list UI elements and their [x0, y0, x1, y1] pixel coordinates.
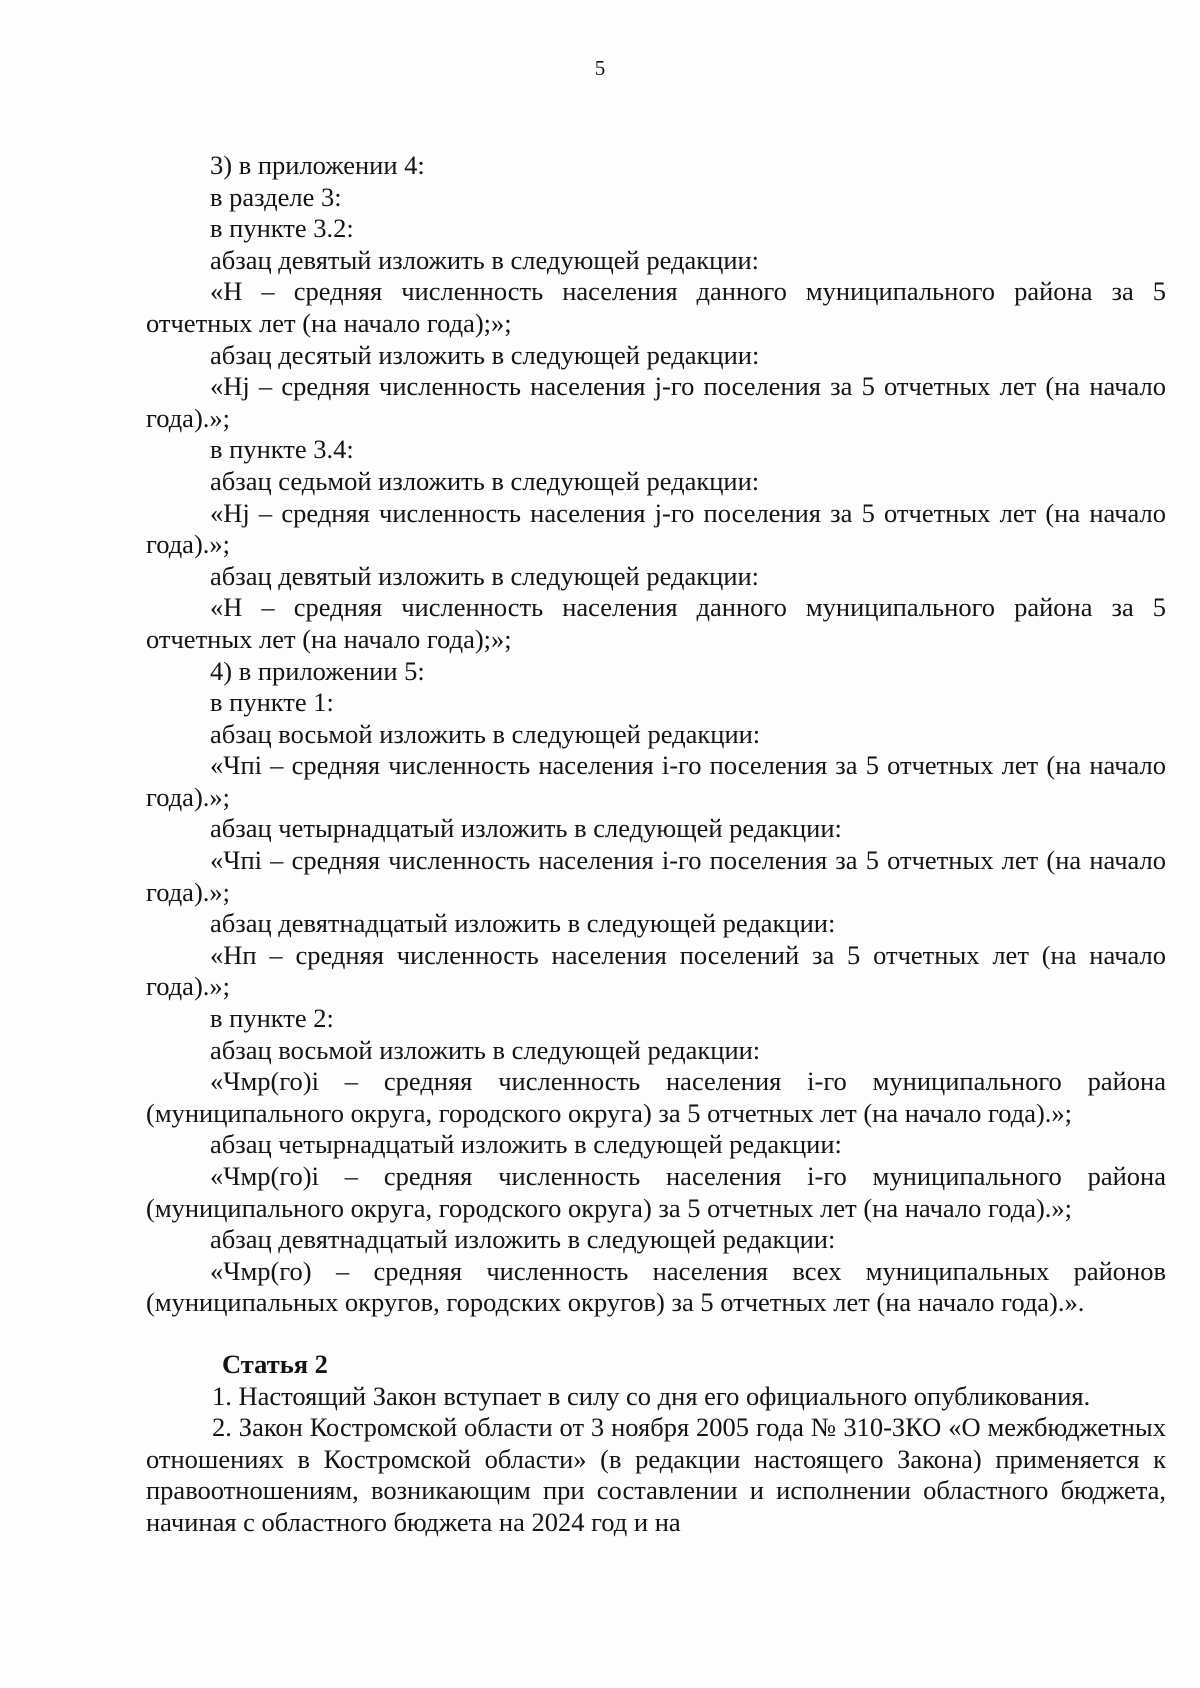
paragraph: «Чмр(го) – средняя численность населения всех муниципальных районов (муниципальных округов, городских округов) за 5 отчетных лет (на начало года).». [146, 1255, 1166, 1318]
paragraph: 3) в приложении 4: [210, 150, 425, 180]
paragraph: 4) в приложении 5: [210, 655, 425, 686]
page-number: 5 [594, 56, 606, 80]
paragraph: абзац десятый изложить в следующей редакции: [210, 339, 760, 370]
paragraph: абзац восьмой изложить в следующей редакции: [210, 1034, 761, 1065]
paragraph: «Нj – средняя численность населения j-го поселения за 5 отчетных лет (на начало года).»; [146, 497, 1166, 560]
paragraph: в пункте 3.2: [210, 213, 354, 244]
paragraph: абзац девятнадцатый изложить в следующей редакции: [210, 1224, 836, 1255]
paragraph: абзац девятый изложить в следующей редакции: [210, 560, 760, 591]
paragraph: абзац девятый изложить в следующей редакции: [210, 244, 760, 275]
paragraph: в пункте 2: [210, 1003, 334, 1034]
paragraph: в пункте 3.4: [210, 434, 354, 465]
paragraph: «Чпi – средняя численность населения i-го поселения за 5 отчетных лет (на начало года).»; [146, 750, 1166, 812]
paragraph: «Нп – средняя численность населения поселений за 5 отчетных лет (на начало года).»; [146, 939, 1166, 1002]
paragraph: в разделе 3: [210, 181, 342, 212]
article-item: 1. Настоящий Закон вступает в силу со дня его официального опубликования. [212, 1380, 1091, 1411]
paragraph: «Н – средняя численность населения данного муниципального района за 5 отчетных лет (на начало года);»; [146, 592, 1166, 654]
article-item: 2. Закон Костромской области от 3 ноября 2005 года № 310-ЗКО «О межбюджетных отношениях в Костромской области» (в редакции настоящего Закона) применяется к правоотношениям, возникающим при составлении и исполнении областного бюджета, начиная с областного бюджета на 2024 год и на [146, 1412, 1166, 1537]
paragraph: «Нj – средняя численность населения j-го поселения за 5 отчетных лет (на начало года).»; [146, 371, 1166, 433]
paragraph: абзац четырнадцатый изложить в следующей редакции: [210, 1129, 842, 1160]
paragraph: абзац восьмой изложить в следующей редакции: [210, 718, 761, 749]
paragraph: «Чмр(го)i – средняя численность населения i-го муниципального района (муниципального округа, городского округа) за 5 отчетных лет (на начало года).»; [146, 1066, 1166, 1128]
paragraph: абзац седьмой изложить в следующей редакции: [210, 465, 760, 496]
paragraph: абзац четырнадцатый изложить в следующей редакции: [210, 813, 842, 844]
article-heading: Статья 2 [222, 1348, 328, 1379]
paragraph: «Чмр(го)i – средняя численность населения i-го муниципального района (муниципального округа, городского округа) за 5 отчетных лет (на начало года).»; [146, 1161, 1166, 1223]
paragraph: в пункте 1: [210, 687, 334, 718]
paragraph: абзац девятнадцатый изложить в следующей редакции: [210, 908, 836, 939]
paragraph: «Чпi – средняя численность населения i-го поселения за 5 отчетных лет (на начало года).»; [146, 845, 1166, 907]
paragraph: «Н – средняя численность населения данного муниципального района за 5 отчетных лет (на начало года);»; [146, 276, 1166, 338]
document-body [146, 150, 1166, 1539]
